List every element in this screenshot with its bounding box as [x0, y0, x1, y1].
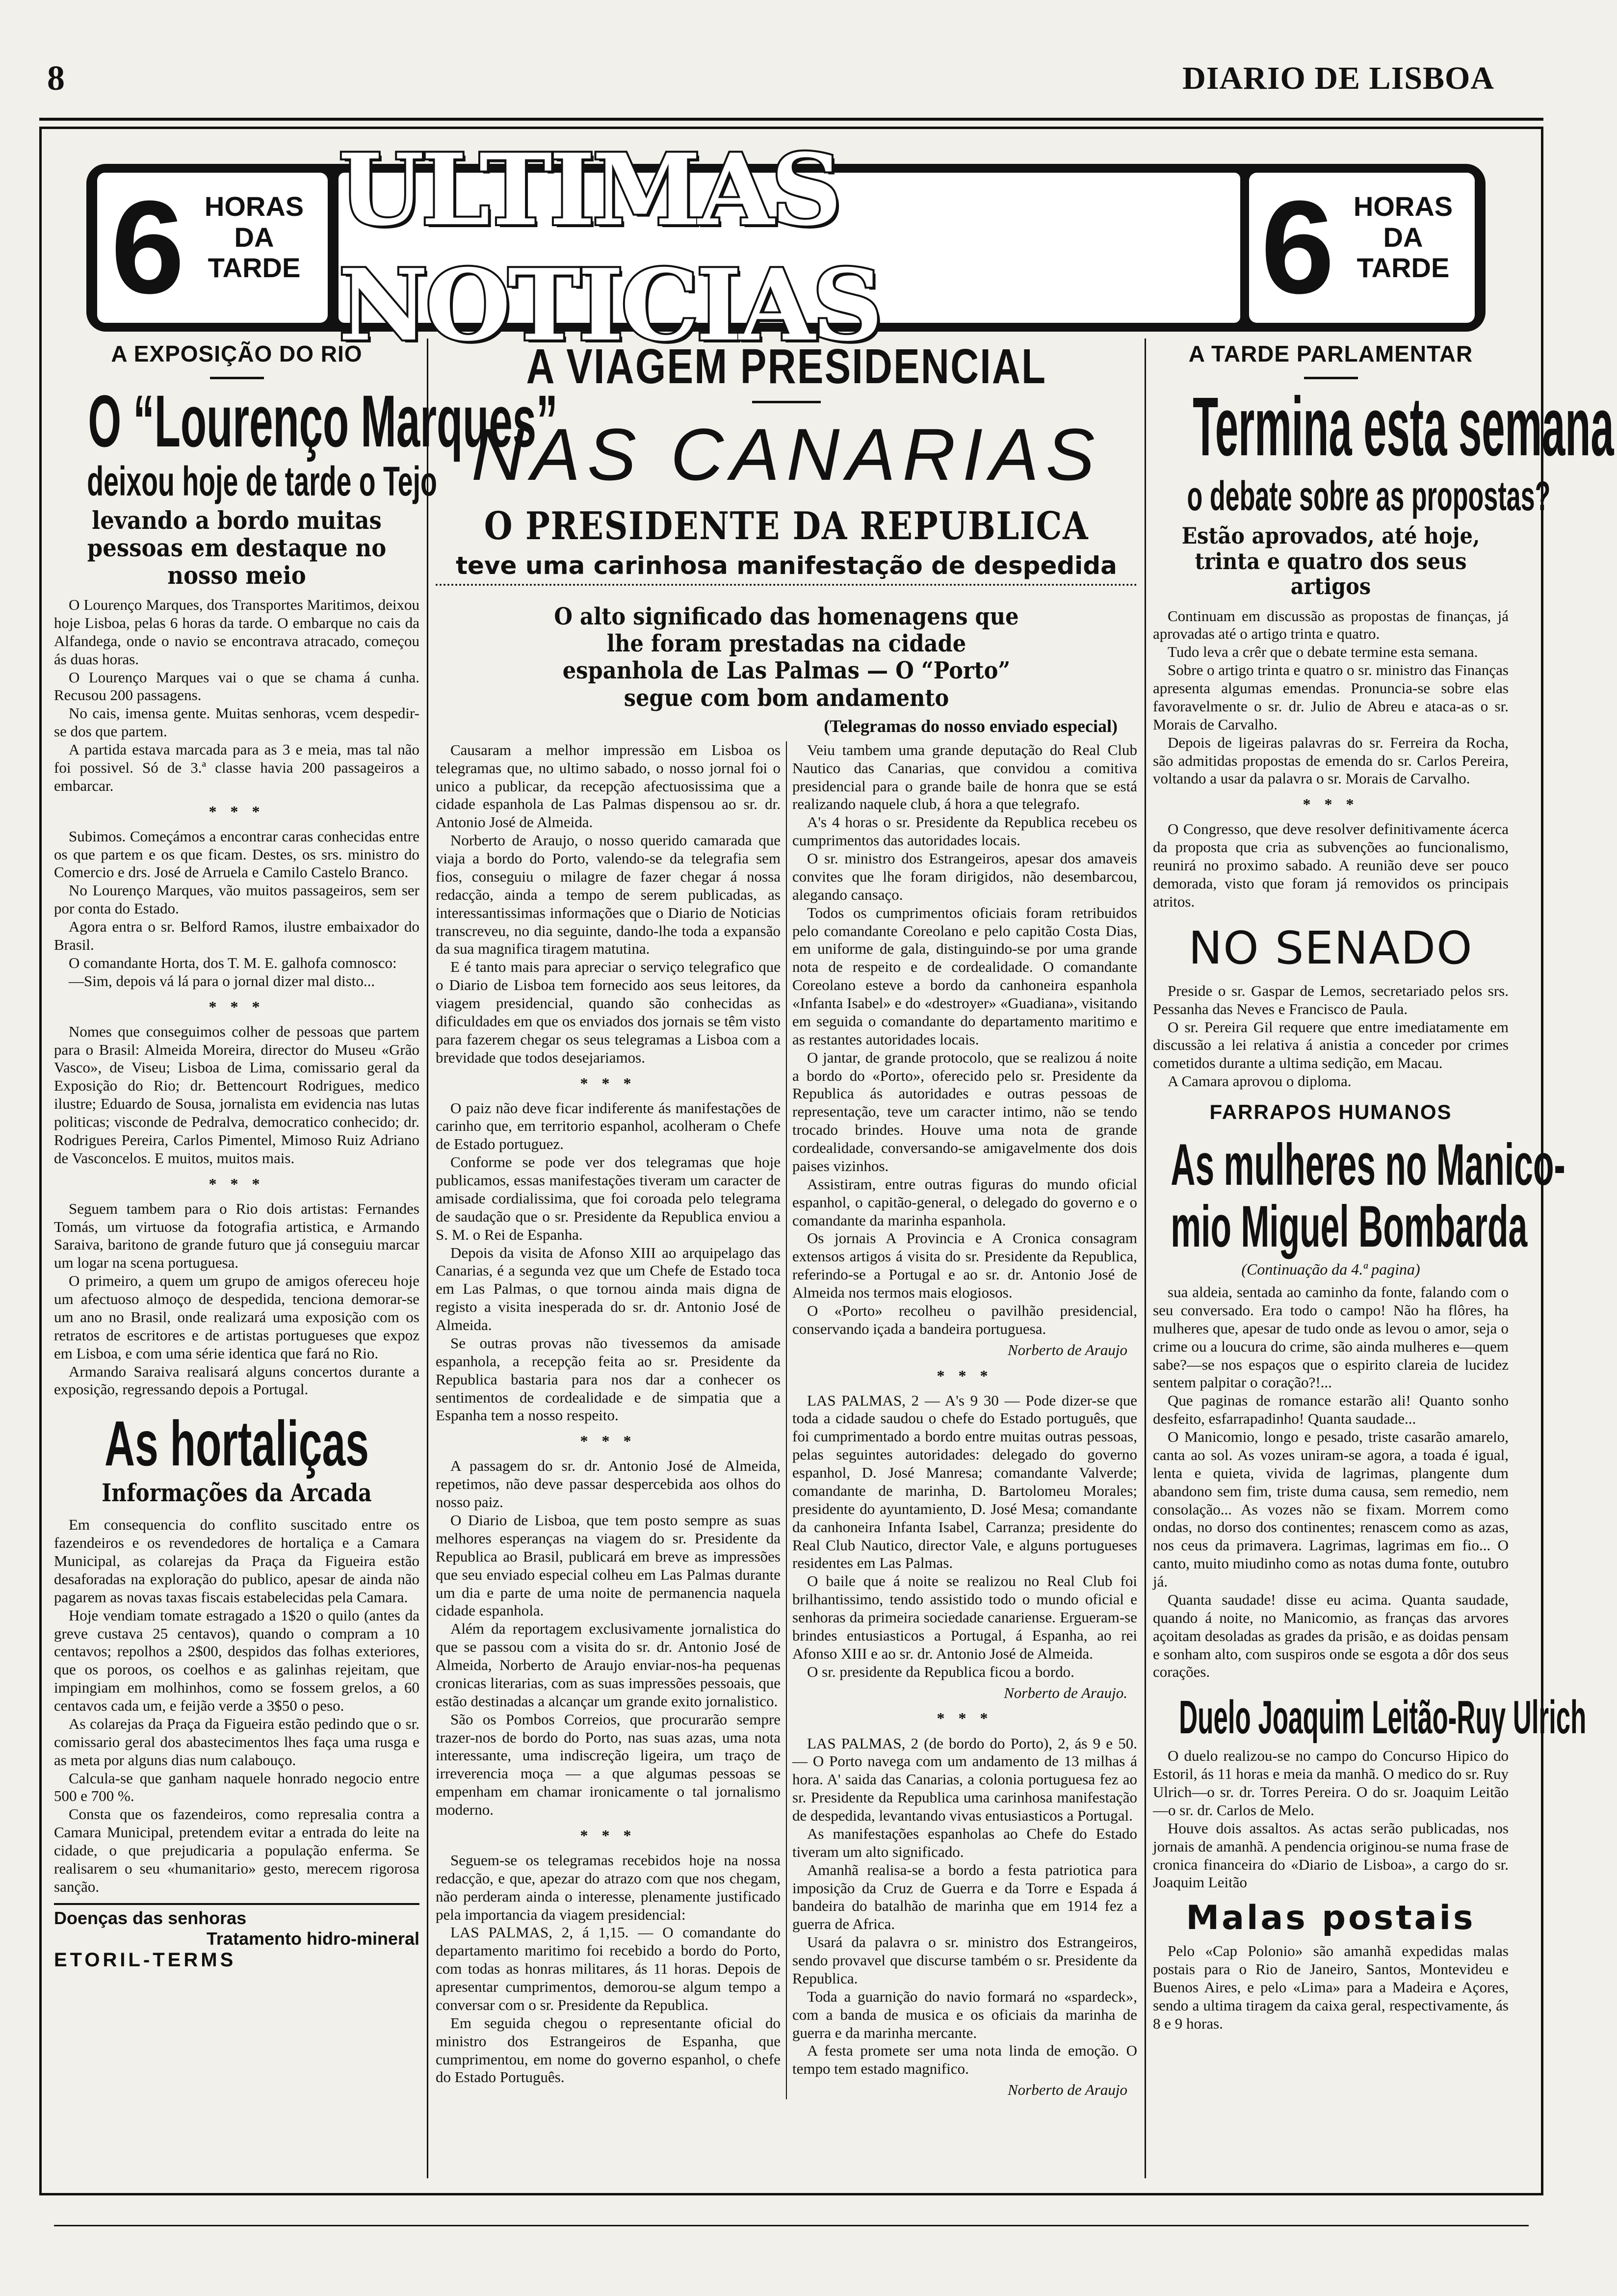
- article-parlamentar: [1153, 607, 1509, 911]
- paragraph: O Manicomio, longo e pesado, triste casarão amarelo, canta ao sol. As vozes uniram-se agora, a toada é igual, lenta e quieta, vivida de lagrimas, plangente dum abandono sem fim, triste duma causa, sem remedio, nem consolação... As vozes não se fixam. Morrem como ondas, no dorso dos continentes; renascem como as azas, nos ceus da primavera. Lagrimas, lagrimas em fio... O canto, muito miudinho como as notas duma fonte, outubro já.: [1153, 1428, 1509, 1590]
- article-malas-postais: [1153, 1942, 1509, 2033]
- paragraph: Depois de ligeiras palavras do sr. Ferreira da Rocha, são admitidas propostas de emenda do sr. Carlos Pereira, voltando a usar da palavra o sr. Morais de Carvalho.: [1153, 733, 1509, 787]
- edition-hours-right: HORAS DA TARDE: [1353, 191, 1453, 284]
- headline-malas-postais: Malas postais: [1186, 1899, 1476, 1938]
- paragraph: No Lourenço Marques, vão muitos passageiros, sem ser por conta do Estado.: [54, 882, 419, 917]
- headline-termina-semana: Termina esta semana: [1193, 380, 1614, 473]
- section-stars: * * *: [937, 1709, 993, 1727]
- paragraph: Norberto de Araujo, o nosso querido camarada que viaja a bordo do Porto, valendo-se da telegrafia sem fios, conseguiu o milagre de fazer chegar á nossa redacção, ainda a tempo de serem publicadas, as interessantissimas informações que o Diario de Noticias transcreveu, no dia seguinte, dando-lhe toda a expansão da sua magnifica tiragem matutina.: [436, 832, 781, 958]
- section-stars: * * *: [209, 997, 265, 1016]
- paragraph: O Congresso, que deve resolver definitivamente ácerca da proposta que cria as subvenções ao funcionalismo, reunirá no proximo sabado. A reunião deve ser pouco demorada, visto que foram já removidos os principais atritos.: [1153, 820, 1509, 910]
- paragraph: As manifestações espanholas ao Chefe do Estado tiveram um alto significado.: [792, 1825, 1137, 1860]
- paragraph: Agora entra o sr. Belford Ramos, ilustre embaixador do Brasil.: [54, 918, 419, 953]
- paragraph: O baile que á noite se realizou no Real Club foi brilhantissimo, tendo assistido todo o mundo oficial e senhoras da primeira sociedade canariense. Ergueram-se brindes entusiasticos a Portugal, á Espanha, ao rei Afonso XIII e ao sr. dr. Antonio José de Almeida.: [792, 1572, 1137, 1662]
- article-farrapos: [1153, 1283, 1509, 1681]
- page-number: 8: [47, 58, 65, 98]
- paragraph: O duelo realizou-se no campo do Concurso Hipico do Estoril, ás 11 horas e meia da manhã. O medico do sr. Ruy Ulrich—o sr. dr. Torres Pereira. O do sr. Joaquim Leitão—o sr. dr. Carlos de Melo.: [1153, 1747, 1509, 1819]
- column-exposicao: [54, 339, 558, 2178]
- source-line: (Telegramas do nosso enviado especial): [824, 716, 1118, 736]
- paragraph: Sobre o artigo trinta e quatro o sr. ministro das Finanças apresenta algumas emendas. Pronuncia-se sobre elas favoravelmente o sr. dr. Julio de Abreu e ataca-as o sr. Morais de Carvalho.: [1153, 661, 1509, 733]
- banner-title: ULTIMAS NOTICIAS: [339, 173, 1240, 323]
- paragraph: Todos os cumprimentos oficiais foram retribuidos pelo comandante Coreolano e pelo capitão Costa Dias, em uniforme de gala, distinguindo-se por uma grande nota de respeito e de cordealidade. O comandante Coreolano esteve a bordo da canhoneira espanhola «Infanta Isabel» e do «destroyer» «Guadiana», visitando em seguida o comandante do departamento maritimo e as restantes autoridades locais.: [792, 904, 1137, 1048]
- paragraph: Em seguida chegou o representante oficial do ministro dos Estrangeiros de Espanha, que cumprimentou, em nome do governo espanhol, o chefe do Estado Português.: [436, 2014, 781, 2086]
- paragraph: Toda a guarnição do navio formará no «spardeck», com a banda de musica e os oficiais da marinha de guerra e da marinha mercante.: [792, 1987, 1137, 2041]
- headline-hortalicas: As hortaliças: [104, 1408, 369, 1480]
- paragraph: O Diario de Lisboa, que tem posto sempre as suas melhores esperanças na viagem do sr. Presidente da Republica ao Brasil, publicará em breve as impressões que seu enviado especial colheu em Las Palmas durante um dia e parte de uma noite de permanencia naquela cidade espanhola.: [436, 1512, 781, 1619]
- paragraph: E é tanto mais para apreciar o serviço telegrafico que o Diario de Lisboa tem fornecido aos seus leitores, da viagem presidencial, quando são conhecidas as dificuldades em que os enviados dos jornais se têm visto para fazerem chegar os seus telegramas a Lisboa com a brevidade que todos desejariamos.: [436, 958, 781, 1066]
- paragraph: LAS PALMAS, 2, á 1,15. — O comandante do departamento maritimo foi recebido a bordo do Porto, com todas as honras militares, ás 11 horas. Depois de apresentar cumprimentos, demorou-se algum tempo a conversar com o sr. Presidente da Republica.: [436, 1924, 781, 2013]
- paragraph: Houve dois assaltos. As actas serão publicadas, nos jornais de amanhã. A pendencia originou-se numa frase de cronica financeira do «Diario de Lisboa», a cargo do sr. Joaquim Leitão: [1153, 1819, 1509, 1891]
- paragraph: Continuam em discussão as propostas de finanças, já aprovadas até o artigo trinta e quatro.: [1153, 607, 1509, 643]
- paragraph: A's 4 horas o sr. Presidente da Republica recebeu os cumprimentos das autoridades locais.: [792, 813, 1137, 849]
- paragraph: São os Pombos Correios, que procurarão sempre trazer-nos de bordo do Porto, nas suas azas, uma nota interessante, uma indiscreção ligeira, um traço de irreverencia moça — a que algumas pessoas se empenham em chamar ironicamente o tal jornalismo moderno.: [436, 1710, 781, 1819]
- newspaper-name: DIARIO DE LISBOA: [1182, 60, 1494, 96]
- deck-presidente-republica: O PRESIDENTE DA REPUBLICA: [484, 504, 1089, 548]
- paragraph: Usará da palavra o sr. ministro dos Estrangeiros, sendo provavel que discurse também o sr. Presidente da Republica.: [792, 1933, 1137, 1987]
- column-separator-1: [427, 339, 428, 2178]
- section-stars: * * *: [1303, 795, 1359, 813]
- paragraph: O primeiro, a quem um grupo de amigos ofereceu hoje um afectuoso almoço de despedida, tenciona demorar-se um ano no Brasil, onde realizará uma exposição com os retratos de escritores e de artistas portugueses que expoz em Lisboa, e com uma série identica que fará no Rio.: [54, 1272, 419, 1362]
- paragraph: Que paginas de romance estarão ali! Quanto sonho desfeito, esfarrapadinho! Quanta saudade...: [1153, 1392, 1509, 1428]
- article-duelo: [1153, 1747, 1509, 1892]
- paragraph: A festa promete ser uma nota linda de emoção. O tempo tem estado magnifico.: [792, 2042, 1137, 2078]
- section-stars: * * *: [209, 802, 265, 820]
- headline-line: As mulheres no Manico-: [1171, 1132, 1565, 1198]
- article-senado: [1153, 982, 1509, 1091]
- ad-line: Doenças das senhoras: [54, 1907, 247, 1928]
- headline-no-senado: NO SENADO: [1188, 921, 1473, 974]
- section-kicker-viagem: A VIAGEM PRESIDENCIAL: [526, 339, 1047, 394]
- paragraph: Depois da visita de Afonso XIII ao arquipelago das Canarias, é a segunda vez que um Chefe de Estado toca em Las Palmas, o que tornou ainda mais digna de registo a visita inesperada do sr. dr. Antonio José de Almeida.: [436, 1244, 781, 1334]
- section-kicker-exposicao: A EXPOSIÇÃO DO RIO: [111, 341, 363, 366]
- subdeck-levando: levando a bordo muitas pessoas em destaque no nosso meio: [87, 506, 387, 590]
- deck-informacoes-arcada: Informações da Arcada: [102, 1478, 372, 1508]
- top-rule: [39, 118, 1543, 121]
- bottom-rule: [54, 2225, 1529, 2226]
- paragraph: Quanta saudade! disse eu acima. Quanta saudade, quando á noite, no Manicomio, as franças das arvores açoitam desoladas as grades da prisão, e as doidas pensam e sonham alto, com suspiros onde se esgota a dôr dos seus corações.: [1153, 1591, 1509, 1681]
- paragraph: A passagem do sr. dr. Antonio José de Almeida, repetimos, não deve passar despercebida aos olhos do nosso paiz.: [436, 1457, 781, 1511]
- paragraph: Conforme se pode ver dos telegramas que hoje publicamos, essas manifestações tiveram um caracter de amisade cordialissima, que foi coroada pelo telegrama de saudação que o sr. Presidente da Republica enviou a S. M. o Rei de Espanha.: [436, 1153, 781, 1243]
- section-kicker-farrapos: FARRAPOS HUMANOS: [1209, 1100, 1452, 1123]
- paragraph: Os jornais A Provincia e A Cronica consagram extensos artigos á visita do sr. Presidente da Republica, referindo-se a Portugal e ao sr. dr. Antonio José de Almeida nos termos mais elogiosos.: [792, 1229, 1137, 1301]
- paragraph: O jantar, de grande protocolo, que se realizou á noite a bordo do «Porto», oferecido pelo sr. Presidente da Republica ás autoridades e outras pessoas de representação, teve um caracter intimo, não se tendo trocado brindes. Houve uma nota de grande cordealidade, conversando-se amigavelmente dos dois paises vizinhos.: [792, 1048, 1137, 1174]
- kicker-rule: [1304, 377, 1358, 379]
- paragraph: O «Porto» recolheu o pavilhão presidencial, conservando içada a bandeira portuguesa.: [792, 1302, 1137, 1337]
- section-stars: * * *: [937, 1366, 993, 1384]
- paragraph: Calcula-se que ganham naquele honrado negocio entre 500 e 700 %.: [54, 1769, 419, 1805]
- paragraph: Assistiram, entre outras figuras do mundo oficial espanhol, o capitão-general, o delegado do governo e o comandante da marinha espanhola.: [792, 1175, 1137, 1229]
- paragraph: O paiz não deve ficar indiferente ás manifestações de carinho que, em territorio espanhol, acolheram o Chefe de Estado portuguez.: [436, 1099, 781, 1153]
- advertisement-estoril-termas: [54, 1903, 419, 1971]
- headline-line: mio Miguel Bombarda: [1171, 1194, 1528, 1259]
- paragraph: sua aldeia, sentada ao caminho da fonte, falando com o seu conversado. Era todo o campo! Não ha flôres, ha mulheres que, apesar de tudo onde as levou o amor, seja o crime ou a loucura do crime, são ainda mulheres e—quem sabe?—se nos espaços que o espirito clareia de lucidez sentem palpitar o coração?!...: [1153, 1283, 1509, 1391]
- paragraph: LAS PALMAS, 2 (de bordo do Porto), 2, ás 9 e 50. — O Porto navega com um andamento de 13 milhas á hora. A' saida das Canarias, a colonia portuguesa fez ao sr. Presidente da Republica uma carinhosa manifestação de despedida, levantando vivas entusiasticos a Portugal.: [792, 1734, 1137, 1825]
- headline-mulheres-manicomio: [1171, 1132, 1565, 1259]
- continuation-note: (Continuação da 4.ª pagina): [1241, 1260, 1420, 1278]
- paragraph: Seguem-se os telegramas recebidos hoje na nossa redacção, e que, apezar do atrazo com que nos chegam, não perderam ainda o interesse, plenamente justificado pela importancia da viagem presidencial:: [436, 1851, 781, 1923]
- paragraph: Veiu tambem uma grande deputação do Real Club Nautico das Canarias, que convidou a comitiva presidencial para o grande baile de honra que se está realizando naquele club, á hora a que telegrafo.: [792, 741, 1137, 813]
- paragraph: O sr. Pereira Gil requere que entre imediatamente em discussão a lei relativa á anistia a conceder por crimes cometidos durante a ultima sedição, em Macau.: [1153, 1018, 1509, 1072]
- section-stars: * * *: [580, 1074, 636, 1092]
- paragraph: O Lourenço Marques, dos Transportes Maritimos, deixou hoje Lisboa, pelas 6 horas da tarde. O embarque no cais da Alfandega, onde o navio se encontrava atracado, começou ás duas horas.: [54, 596, 419, 668]
- paragraph: Em consequencia do conflito suscitado entre os fazendeiros e os revendedores de hortaliça e a Camara Municipal, as colarejas da Praça da Figueira estão desaforadas na exploração do publico, apesar de ainda não pagarem as novas taxas fiscais estabelecidas pela Camara.: [54, 1516, 419, 1606]
- signature: Norberto de Araujo: [1008, 2081, 1127, 2099]
- signature: Norberto de Araujo: [1008, 1341, 1127, 1358]
- dotted-rule: [436, 584, 1137, 586]
- subdeck-despedida: teve uma carinhosa manifestação de despedida: [456, 551, 1117, 580]
- kicker-rule: [752, 401, 821, 403]
- paragraph: Nomes que conseguimos colher de pessoas que partem para o Brasil: Almeida Moreira, director do Museu «Grão Vasco», de Viseu; Lisboa de Lima, comissario geral da Exposição do Rio; dr. Bettencourt Rodrigues, medico ilustre; Eduardo de Sousa, jornalista em evidencia nas lutas politicas; visconde de Pedralva, democratico conhecido; dr. Rodrigues Pereira, Carlos Pimentel, Mimoso Ruiz Adriano de Vasconcelos. E muitos, muitos mais.: [54, 1022, 419, 1167]
- section-stars: * * *: [209, 1174, 265, 1193]
- paragraph: A partida estava marcada para as 3 e meia, mas tal não foi possivel. Só de 3.ª classe havia 200 passageiros a embarcar.: [54, 741, 419, 794]
- headline-lourenco-marques: O “Lourenço Marques”: [88, 380, 558, 462]
- paragraph: Hoje vendiam tomate estragado a 1$20 o quilo (antes da greve custava 25 centavos), quando o compram a 10 centavos; repolhos a 2$00, despidos das folhas exteriores, que os poroos, os coelhos e as galinhas rejeitam, que impingiam em molhinhos, como se fossem grelos, a 60 centavos cada um, e feijão verde a 3$50 o peso.: [54, 1606, 419, 1715]
- paragraph: Armando Saraiva realisará alguns concertos durante a exposição, regressando depois a Portugal.: [54, 1362, 419, 1398]
- kicker-rule: [210, 377, 264, 379]
- paragraph: Além da reportagem exclusivamente jornalistica do que se passou com a visita do sr. dr. Antonio José de Almeida, Norberto de Araujo enviar-nos-ha pequenas cronicas literarias, com as suas impressões pessoais, que estão destinadas a alcançar um grande exito jornalistico.: [436, 1620, 781, 1710]
- paragraph: —Sim, depois vá lá para o jornal dizer mal disto...: [69, 972, 375, 990]
- ad-brand: ETORIL-TERMS: [54, 1949, 236, 1971]
- edition-six-left: 6: [111, 174, 185, 321]
- paragraph: Causaram a melhor impressão em Lisboa os telegramas que, no ultimo sabado, o nosso jornal foi o unico a publicar, da recepção afectuosissima que a cidade espanhola de Las Palmas dispensou ao sr. dr. Antonio José de Almeida.: [436, 741, 781, 831]
- signature: Norberto de Araujo.: [1004, 1684, 1127, 1701]
- paragraph: O comandante Horta, dos T. M. E. galhofa comnosco:: [69, 954, 397, 971]
- article-viagem-presidencial: [436, 741, 1137, 2099]
- column-separator-2: [1145, 339, 1146, 2178]
- paragraph: A Camara aprovou o diploma.: [1168, 1072, 1352, 1090]
- paragraph: Consta que os fazendeiros, como represalia contra a Camara Municipal, pretendem evitar a entrada do leite na cidade, o que prejudicaria a população enferma. Se realisarem o seu «humanitario» gesto, merecem rigorosa sanção.: [54, 1805, 419, 1895]
- paragraph: Tudo leva a crêr que o debate termine esta semana.: [1168, 643, 1478, 661]
- article-hortalicas: [54, 1516, 419, 1896]
- paragraph: Amanhã realisa-se a bordo a festa patriotica para imposição da Cruz de Guerra e da Torre e Espada á bandeira do batalhão de marinha que em 1914 fez a guerra de Africa.: [792, 1861, 1137, 1933]
- paragraph: O sr. ministro dos Estrangeiros, apesar dos amaveis convites que lhe foram dirigidos, não desembarcou, alegando cansaço.: [792, 850, 1137, 903]
- edition-box-right: [1249, 173, 1475, 323]
- edition-six-right: 6: [1261, 174, 1335, 321]
- edition-box-left: [97, 173, 328, 323]
- deck-deixou-tejo: deixou hoje de tarde o Tejo: [87, 458, 437, 504]
- paragraph: LAS PALMAS, 2 — A's 9 30 — Pode dizer-se que toda a cidade saudou o chefe do Estado português, que foi cumprimentado a bordo entre muitas outras pessoas, pelas seguintes autoridades: delegado do governo espanhol, D. José Manresa; comandante Valverde; comandante de marinha, D. Bartolomeu Morales; presidente do ayuntamiento, D. José Mesa; comandante da canhoneira Infanta Isabel, Carranza; presidente do Real Club Nautico, director Vale, e alguns portugueses residentes em Las Palmas.: [792, 1391, 1137, 1572]
- subdeck-estao-aprovados: Estão aprovados, até hoje, trinta e quatro dos seus artigos: [1181, 522, 1480, 600]
- article-lourenco-marques: [54, 596, 419, 1399]
- paragraph: Subimos. Começámos a encontrar caras conhecidas entre os que partem e os que ficam. Destes, os srs. ministro do Comercio e drs. José de Arruela e Camilo Castelo Branco.: [54, 827, 419, 881]
- subhead-alto-significado: O alto significado das homenagens que lhe foram prestadas na cidade espanhola de Las Palmas — O “Porto” segue com bom andamento: [554, 603, 1019, 712]
- ad-line: Tratamento hidro-mineral: [206, 1928, 419, 1949]
- paragraph: Pelo «Cap Polonio» são amanhã expedidas malas postais para o Rio de Janeiro, Santos, Montevideu e Buenos Aires, e pelo «Lima» para a Madeira e Açores, sendo a ultima tiragem da caixa geral, respectivamente, ás 8 e 9 horas.: [1153, 1942, 1509, 2032]
- edition-hours-left: HORAS DA TARDE: [204, 191, 304, 284]
- section-kicker-parlamentar: A TARDE PARLAMENTAR: [1188, 341, 1473, 366]
- paragraph: Seguem tambem para o Rio dois artistas: Fernandes Tomás, um virtuose da fotografia artistica, e Armando Saraiva, baritono de grande futuro que já conseguiu marcar um logar na scena portuguesa.: [54, 1200, 419, 1272]
- section-stars: * * *: [580, 1432, 636, 1450]
- column-tarde-parlamentar: [1153, 339, 1614, 2178]
- paragraph: Preside o sr. Gaspar de Lemos, secretariado pelos srs. Pessanha das Neves e Francisco de Paula.: [1153, 982, 1509, 1018]
- paragraph: No cais, imensa gente. Muitas senhoras, vcem despedir-se dos que partem.: [54, 704, 419, 740]
- paragraph: O Lourenço Marques vai o que se chama á cunha. Recusou 200 passagens.: [54, 668, 419, 704]
- column-viagem-presidencial: [436, 339, 1137, 2178]
- paragraph: O sr. presidente da Republica ficou a bordo.: [807, 1663, 1074, 1680]
- section-stars: * * *: [580, 1826, 636, 1844]
- paragraph: Se outras provas não tivessemos da amisade espanhola, a recepção feita ao sr. Presidente da Republica bastaria para nos dar a conhecer os sentimentos de cordealidade e de simpatia que a Espanha tem a nosso respeito.: [436, 1334, 781, 1424]
- paragraph: As colarejas da Praça da Figueira estão pedindo que o sr. comissario geral dos abastecimentos lhes faça uma rusga e as meta por alguns dias num calabouço.: [54, 1715, 419, 1769]
- headline-nas-canarias: NAS CANARIAS: [471, 413, 1102, 496]
- deck-debate-propostas: o debate sobre as propostas?: [1187, 473, 1551, 519]
- headline-duelo: Duelo Joaquim Leitão-Ruy Ulrich: [1179, 1691, 1587, 1744]
